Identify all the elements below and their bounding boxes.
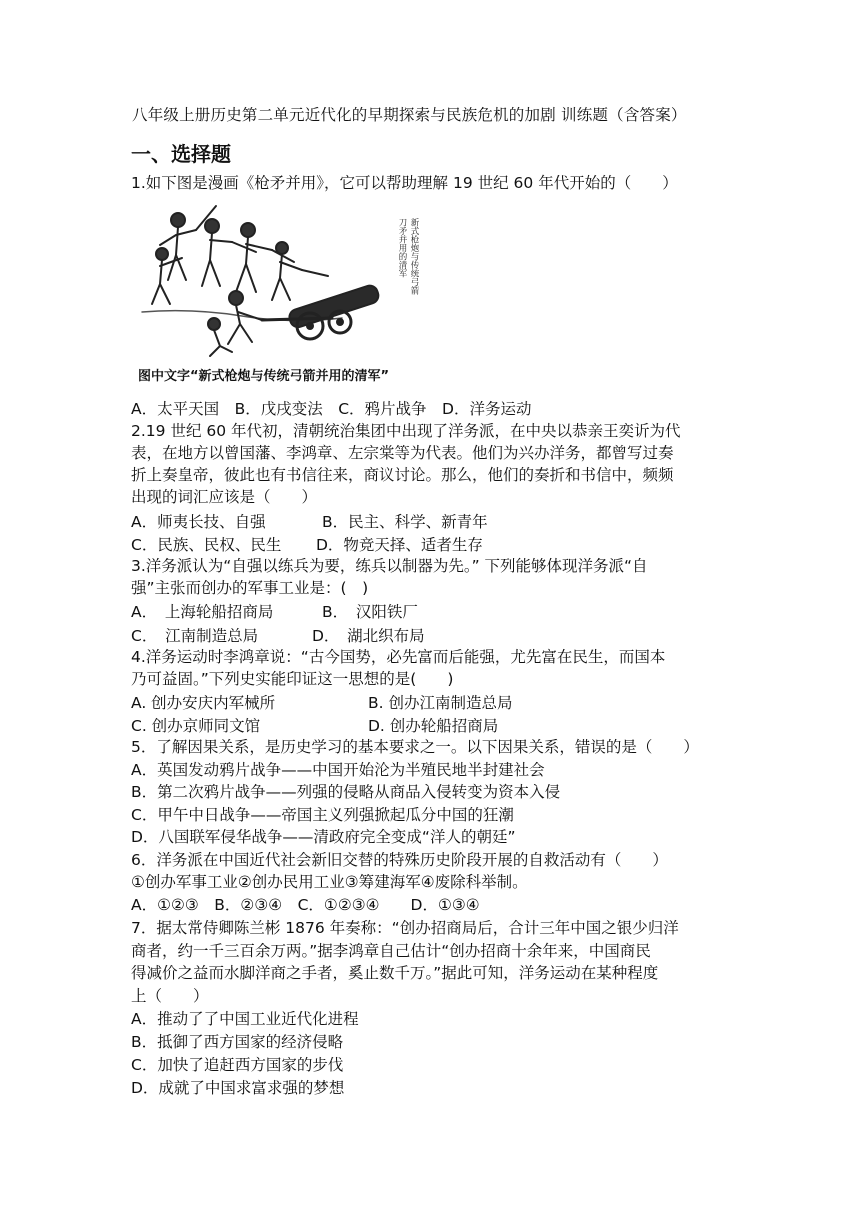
cartoon-figure: [132, 200, 450, 392]
figure-caption: 图中文字“新式枪炮与传统弓箭并用的清军”: [138, 369, 390, 384]
figure-side-text-2: 刀矛并用的清军: [397, 218, 407, 278]
question-3-line-1: 3.洋务派认为“自强以练兵为要，练兵以制器为先。” 下列能够体现洋务派“自: [131, 557, 648, 575]
question-4-option-a: A. 创办安庆内军械所: [131, 694, 276, 712]
question-3-option-a: A． 上海轮船招商局: [131, 603, 274, 621]
section-heading: 一、选择题: [131, 142, 231, 166]
question-4-line-2: 乃可益固。”下列史实能印证这一思想的是( ): [131, 670, 454, 688]
question-5-option-a: A．英国发动鸦片战争——中国开始沦为半殖民地半封建社会: [131, 761, 545, 779]
question-7-option-c: C．加快了追赶西方国家的步伐: [131, 1056, 344, 1074]
cartoon-soldiers-cannon-image: [132, 200, 450, 392]
question-7-option-a: A．推动了了中国工业近代化进程: [131, 1010, 359, 1028]
question-2-line-3: 折上奏皇帝，彼此也有书信往来，商议讨论。那么，他们的奏折和书信中，频频: [131, 466, 674, 484]
question-1-options: A．太平天国 B．戊戌变法 C．鸦片战争 D．洋务运动: [131, 400, 532, 418]
question-4-option-d: D. 创办轮船招商局: [368, 717, 499, 735]
question-5-option-d: D．八国联军侵华战争——清政府完全变成“洋人的朝廷”: [131, 828, 516, 846]
question-2-line-4: 出现的词汇应该是（ ）: [131, 488, 318, 506]
question-7-option-b: B．抵御了西方国家的经济侵略: [131, 1033, 344, 1051]
question-7-line-3: 得减价之益而水脚洋商之手者，奚止数千万。”据此可知，洋务运动在某种程度: [131, 964, 659, 982]
question-6-options: A．①②③ B．②③④ C．①②③④ D．①③④: [131, 896, 480, 914]
question-2-line-1: 2.19 世纪 60 年代初，清朝统治集团中出现了洋务派，在中央以恭亲王奕䜣为代: [131, 422, 681, 440]
question-4-line-1: 4.洋务运动时李鸿章说：“古今国势，必先富而后能强，尤先富在民生，而国本: [131, 648, 666, 666]
question-3-option-c: C． 江南制造总局: [131, 627, 259, 645]
question-5-option-c: C．甲午中日战争——帝国主义列强掀起瓜分中国的狂潮: [131, 806, 514, 824]
question-5-option-b: B．第二次鸦片战争——列强的侵略从商品入侵转变为资本入侵: [131, 783, 561, 801]
question-5-stem: 5．了解因果关系，是历史学习的基本要求之一。以下因果关系，错误的是（ ）: [131, 738, 699, 756]
question-2-option-c: C．民族、民权、民生: [131, 536, 282, 554]
question-3-line-2: 强”主张而创办的军事工业是：( ): [131, 579, 369, 597]
document-title: 八年级上册历史第二单元近代化的早期探索与民族危机的加剧 训练题（含答案）: [132, 106, 687, 124]
question-4-option-c: C. 创办京师同文馆: [131, 717, 261, 735]
question-2-option-a: A．师夷长技、自强: [131, 513, 266, 531]
question-6-stem: 6．洋务派在中国近代社会新旧交替的特殊历史阶段开展的自救活动有（ ）: [131, 851, 668, 869]
question-7-line-1: 7．据太常侍卿陈兰彬 1876 年奏称：“创办招商局后，合计三年中国之银少归洋: [131, 919, 679, 937]
question-4-option-b: B. 创办江南制造总局: [368, 694, 513, 712]
question-2-option-b: B．民主、科学、新青年: [322, 513, 488, 531]
question-1-stem: 1.如下图是漫画《枪矛并用》，它可以帮助理解 19 世纪 60 年代开始的（ ）: [131, 174, 678, 192]
question-6-items: ①创办军事工业②创办民用工业③筹建海军④废除科举制。: [131, 873, 528, 891]
question-3-option-d: D． 湖北织布局: [312, 627, 425, 645]
question-7-line-4: 上（ ）: [131, 987, 209, 1005]
question-2-line-2: 表，在地方以曾国藩、李鸿章、左宗棠等为代表。他们为兴办洋务，都曾写过奏: [131, 444, 674, 462]
question-7-line-2: 商者，约一千三百余万两。”据李鸿章自己估计“创办招商十余年来，中国商民: [131, 942, 651, 960]
figure-side-text-1: 新式枪炮与传统弓箭: [409, 218, 419, 295]
question-7-option-d: D．成就了中国求富求强的梦想: [131, 1079, 345, 1097]
question-3-option-b: B． 汉阳铁厂: [322, 603, 418, 621]
question-2-option-d: D．物竞天择、适者生存: [316, 536, 483, 554]
